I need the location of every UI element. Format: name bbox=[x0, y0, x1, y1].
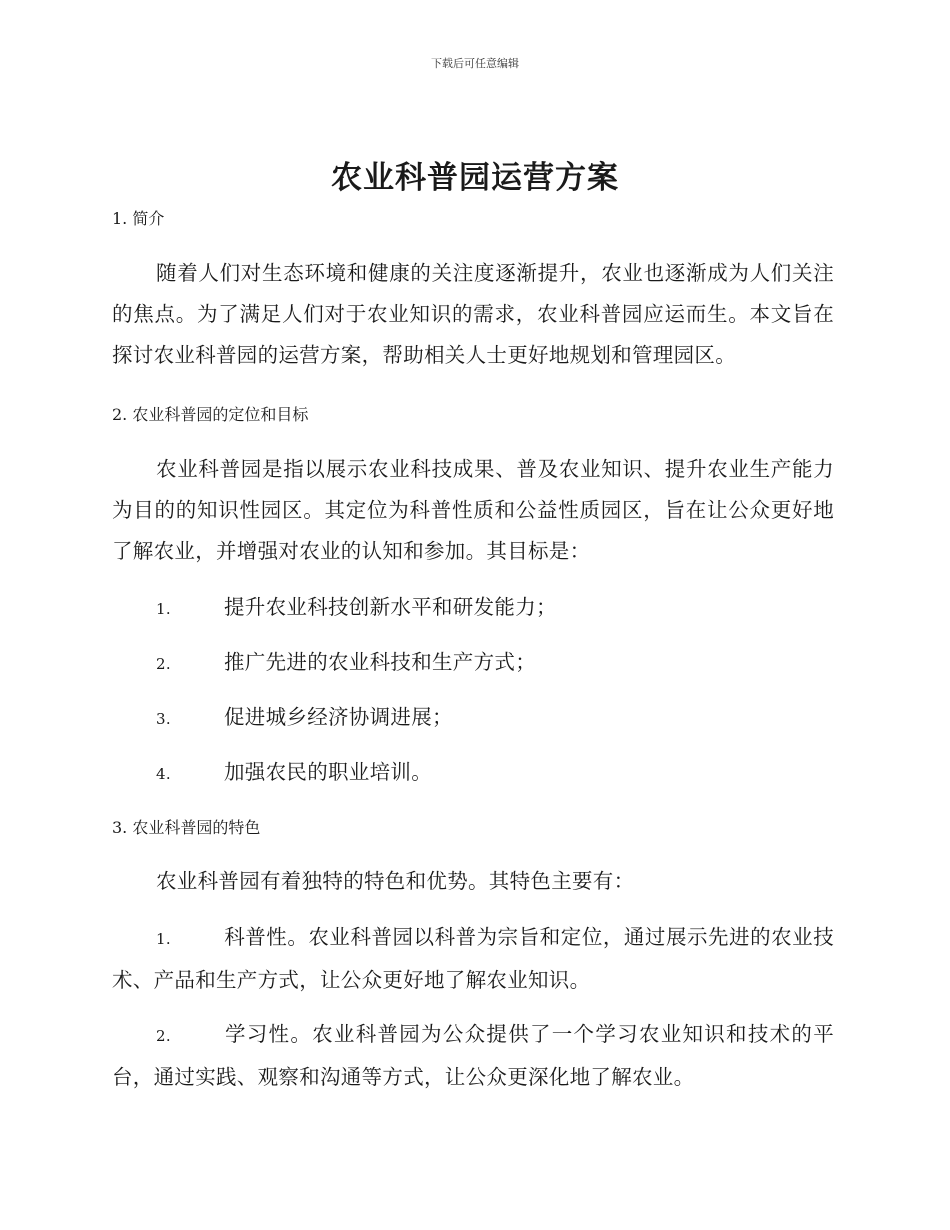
page-title: 农业科普园运营方案 bbox=[331, 160, 619, 196]
header-note: 下载后可任意编辑 bbox=[431, 57, 519, 70]
list-text: 促进城乡经济协调进展； bbox=[224, 705, 453, 729]
section-heading: 2. 农业科普园的定位和目标 bbox=[112, 405, 309, 424]
list-number: 4. bbox=[156, 765, 171, 783]
list-text: 提升农业科技创新水平和研发能力； bbox=[224, 595, 557, 619]
list-item bbox=[112, 697, 834, 740]
section-heading: 3. 农业科普园的特色 bbox=[112, 818, 261, 837]
list-item bbox=[112, 1014, 834, 1098]
section-paragraph: 随着人们对生态环境和健康的关注度逐渐提升，农业也逐渐成为人们关注的焦点。为了满足人们对于农业知识的需求，农业科普园应运而生。本文旨在探讨农业科普园的运营方案，帮助相关人士更好地规划和管理园区。 bbox=[112, 261, 834, 367]
section-paragraph: 农业科普园是指以展示农业科技成果、普及农业知识、提升农业生产能力为目的的知识性园区。其定位为科普性质和公益性质园区，旨在让公众更好地了解农业，并增强对农业的认知和参加。其目标是： bbox=[112, 457, 834, 563]
list-text: 学习性。农业科普园为公众提供了一个学习农业知识和技术的平台，通过实践、观察和沟通等方式，让公众更深化地了解农业。 bbox=[112, 1022, 834, 1089]
list-item bbox=[112, 642, 834, 685]
list-number: 2. bbox=[156, 1027, 171, 1045]
section-heading: 1. 简介 bbox=[112, 209, 165, 228]
list-item bbox=[112, 587, 834, 630]
list-item bbox=[112, 917, 834, 1001]
list-number: 2. bbox=[156, 655, 171, 673]
list-text: 推广先进的农业科技和生产方式； bbox=[224, 650, 536, 674]
list-item bbox=[112, 752, 834, 795]
list-number: 1. bbox=[156, 600, 171, 618]
list-number: 3. bbox=[156, 710, 171, 728]
list-number: 1. bbox=[156, 930, 171, 948]
list-text: 加强农民的职业培训。 bbox=[224, 760, 432, 784]
section-paragraph: 农业科普园有着独特的特色和优势。其特色主要有： bbox=[156, 869, 635, 893]
list-text: 科普性。农业科普园以科普为宗旨和定位，通过展示先进的农业技术、产品和生产方式，让公众更好地了解农业知识。 bbox=[112, 925, 834, 992]
